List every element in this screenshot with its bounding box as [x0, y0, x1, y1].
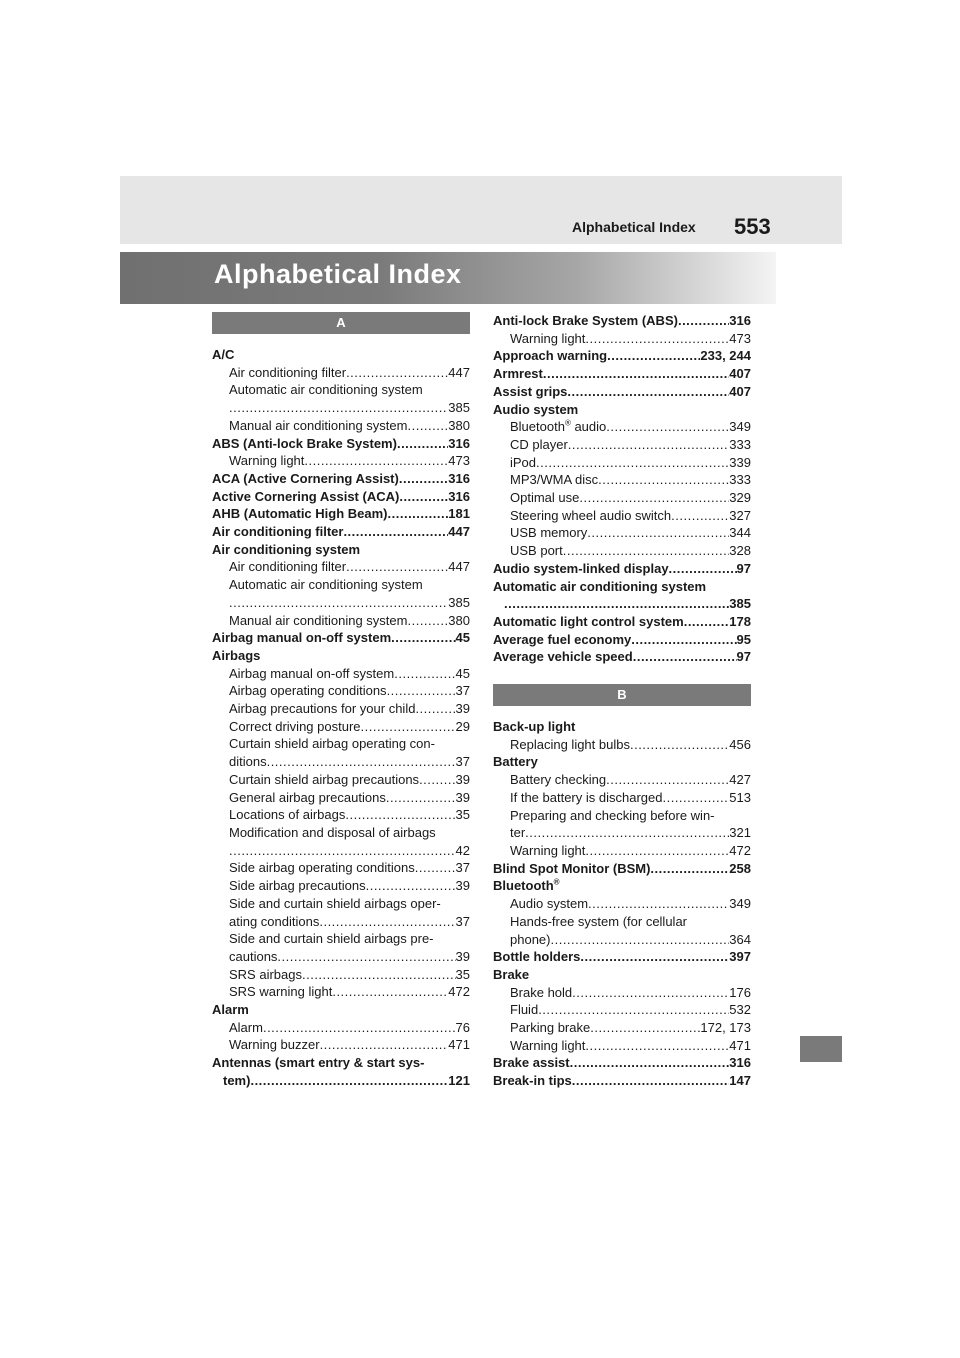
index-entry: Automatic air conditioning system	[493, 578, 707, 594]
entry-page: 447	[448, 364, 470, 380]
entry-page: 316	[729, 313, 751, 328]
entry-label-suffix: audio	[570, 419, 607, 435]
entry-page: 472	[448, 984, 470, 1000]
index-entry	[493, 454, 751, 472]
entry-label: Average fuel economy	[493, 631, 632, 647]
index-entry	[212, 558, 470, 576]
entry-label: Manual air conditioning system	[229, 417, 408, 433]
entry-page: 473	[448, 453, 470, 469]
index-entry	[493, 1019, 751, 1037]
entry-page: 39	[455, 701, 470, 717]
index-entry	[212, 718, 470, 736]
entry-label: Side airbag operating conditions	[229, 860, 415, 876]
entry-label: Active Cornering Assist (ACA)	[212, 488, 400, 504]
index-entry	[212, 665, 470, 683]
index-entry	[493, 1054, 751, 1072]
index-entry	[212, 859, 470, 877]
index-entry	[212, 682, 470, 700]
entry-page: 447	[448, 524, 470, 540]
index-entry: Side and curtain shield airbags oper-	[229, 895, 441, 911]
index-entry	[212, 1019, 470, 1037]
entry-page: 380	[448, 612, 470, 628]
index-entry	[493, 312, 751, 330]
entry-page: 397	[729, 949, 751, 965]
entry-label-text: Bluetooth	[510, 419, 565, 435]
index-entry: A/C	[212, 347, 235, 362]
index-entry	[212, 983, 470, 1001]
index-entry	[212, 966, 470, 984]
entry-page: 473	[729, 330, 751, 346]
index-entry	[212, 1036, 470, 1054]
entry-label: USB port	[510, 543, 563, 559]
entry-label: USB memory	[510, 525, 588, 541]
index-entry	[493, 613, 751, 631]
index-entry	[212, 399, 470, 417]
index-entry	[212, 488, 470, 506]
entry-page: 97	[736, 560, 751, 576]
entry-page: 321	[729, 825, 751, 841]
index-entry	[212, 417, 470, 435]
entry-label: Locations of airbags	[229, 807, 346, 823]
entry-page: 333	[729, 436, 751, 452]
entry-label: Optimal use	[510, 490, 580, 506]
entry-page: 37	[455, 683, 470, 699]
index-entry	[212, 842, 470, 860]
entry-page: 95	[736, 631, 751, 647]
index-entry	[493, 1001, 751, 1019]
index-entry	[493, 1037, 751, 1055]
entry-page: 39	[455, 948, 470, 964]
entry-label: ditions	[229, 754, 267, 770]
section-header-b: B	[493, 684, 751, 706]
registered-mark: ®	[553, 878, 560, 888]
index-entry	[493, 771, 751, 789]
entry-page: 456	[729, 736, 751, 752]
index-entry	[493, 860, 751, 878]
index-entry: Hands-free system (for cellular	[510, 913, 687, 929]
entry-label: Brake assist	[493, 1055, 570, 1071]
index-entry: Modification and disposal of airbags	[229, 824, 436, 840]
entry-label: cautions	[229, 948, 278, 964]
entry-label: General airbag precautions	[229, 789, 386, 805]
index-entry	[493, 842, 751, 860]
entry-label: iPod	[510, 454, 537, 470]
entry-label: Correct driving posture	[229, 718, 361, 734]
entry-label	[510, 418, 606, 436]
entry-page: 176	[729, 984, 751, 1000]
entry-page: 532	[729, 1002, 751, 1018]
entry-label: SRS airbags	[229, 966, 302, 982]
entry-label: MP3/WMA disc	[510, 472, 599, 488]
index-entry	[493, 489, 751, 507]
entry-label: Air conditioning filter	[229, 559, 347, 575]
index-entry	[212, 470, 470, 488]
entry-label: SRS warning light	[229, 984, 333, 1000]
entry-page: 339	[729, 454, 751, 470]
entry-page: 178	[729, 613, 751, 629]
page-number: 553	[734, 214, 771, 239]
entry-label: Warning light	[510, 842, 586, 858]
index-entry	[493, 383, 751, 401]
index-entry	[493, 877, 751, 895]
entry-label: Bottle holders	[493, 949, 581, 965]
entry-label: ABS (Anti-lock Brake System)	[212, 435, 397, 451]
entry-label: ACA (Active Cornering Assist)	[212, 470, 399, 486]
running-title: Alphabetical Index	[572, 219, 696, 235]
entry-page: 316	[448, 435, 470, 451]
entry-label: Airbag operating conditions	[229, 683, 387, 699]
index-entry	[493, 789, 751, 807]
index-entry	[212, 948, 470, 966]
index-column-left	[212, 312, 470, 1090]
entry-label: Warning light	[510, 330, 586, 346]
index-entry: Side and curtain shield airbags pre-	[229, 931, 434, 947]
entry-label: Manual air conditioning system	[229, 612, 408, 628]
entry-label: phone)	[510, 931, 551, 947]
entry-page: 447	[448, 559, 470, 575]
index-entry	[212, 913, 470, 931]
entry-label: Warning light	[510, 1037, 586, 1053]
entry-page: 147	[729, 1073, 751, 1089]
index-entry	[493, 931, 751, 949]
index-entry	[493, 436, 751, 454]
index-entry	[493, 542, 751, 560]
index-entry	[212, 806, 470, 824]
thumb-index-tab	[800, 1036, 842, 1062]
index-entry	[212, 505, 470, 523]
entry-label: Blind Spot Monitor (BSM)	[493, 860, 651, 876]
entry-label: Fluid	[510, 1002, 539, 1018]
entry-page: 35	[455, 807, 470, 823]
index-entry	[493, 471, 751, 489]
entry-label: Side airbag precautions	[229, 878, 366, 894]
entry-page: 35	[455, 966, 470, 982]
index-entry	[212, 594, 470, 612]
entry-label: Parking brake	[510, 1020, 591, 1036]
entry-label: Anti-lock Brake System (ABS)	[493, 313, 678, 328]
entry-page: 76	[455, 1019, 470, 1035]
entry-page: 327	[729, 507, 751, 523]
entry-page: 181	[448, 506, 470, 522]
page-title: Alphabetical Index	[214, 259, 462, 289]
entry-page: 172, 173	[700, 1020, 751, 1036]
index-entry	[493, 948, 751, 966]
index-entry	[493, 524, 751, 542]
entry-page: 385	[448, 594, 470, 610]
entry-label-text: Bluetooth	[493, 878, 554, 894]
entry-page: 333	[729, 472, 751, 488]
entry-label: Alarm	[229, 1019, 263, 1035]
entry-label: Airbag precautions for your child	[229, 701, 416, 717]
entry-label: Air conditioning filter	[212, 524, 344, 540]
entry-label: Airbag manual on-off system	[229, 665, 395, 681]
registered-mark: ®	[564, 418, 571, 428]
entry-page: 513	[729, 789, 751, 805]
entry-page: 344	[729, 525, 751, 541]
entry-label: Approach warning	[493, 348, 608, 364]
index-entry	[493, 347, 751, 365]
index-entry: Alarm	[212, 1002, 249, 1018]
index-entry	[212, 700, 470, 718]
entry-label: Warning buzzer	[229, 1037, 320, 1053]
index-entry: Air conditioning system	[212, 541, 361, 557]
index-entry	[212, 771, 470, 789]
entry-label: Airbag manual on-off system	[212, 630, 392, 646]
index-entry	[212, 452, 470, 470]
entry-label: Brake hold	[510, 984, 573, 1000]
index-entry	[493, 560, 751, 578]
index-entry	[493, 595, 751, 613]
entry-label: AHB (Automatic High Beam)	[212, 506, 388, 522]
index-entry	[212, 629, 470, 647]
entry-label: Assist grips	[493, 383, 568, 399]
entry-page: 37	[455, 913, 470, 929]
entry-label: Audio system-linked display	[493, 560, 669, 576]
entry-page: 472	[729, 842, 751, 858]
index-entry	[212, 1072, 470, 1090]
index-entry	[212, 435, 470, 453]
entry-page: 39	[455, 789, 470, 805]
entry-label: ter	[510, 825, 526, 841]
entry-page: 427	[729, 772, 751, 788]
entry-page: 233, 244	[700, 348, 751, 364]
entry-page: 385	[448, 400, 470, 416]
index-entry: Airbags	[212, 647, 261, 663]
index-entry: Brake	[493, 966, 530, 982]
entry-label: Break-in tips	[493, 1073, 572, 1089]
entry-page: 380	[448, 417, 470, 433]
index-entry: Automatic air conditioning system	[229, 577, 423, 593]
index-entry: Battery	[493, 754, 538, 770]
index-entry: Preparing and checking before win-	[510, 807, 715, 823]
index-entry	[493, 824, 751, 842]
index-entry	[493, 984, 751, 1002]
index-entry	[493, 1072, 751, 1090]
entry-page: 349	[729, 419, 751, 435]
entry-page: 328	[729, 543, 751, 559]
entry-label: Warning light	[229, 453, 305, 469]
entry-label: Air conditioning filter	[229, 364, 347, 380]
index-entry	[212, 753, 470, 771]
entry-page: 329	[729, 490, 751, 506]
index-entry	[493, 365, 751, 383]
entry-label: Automatic light control system	[493, 613, 684, 629]
entry-page: 316	[448, 488, 470, 504]
index-column-right	[493, 312, 751, 1090]
index-entry	[212, 877, 470, 895]
index-entry: Automatic air conditioning system	[229, 382, 423, 398]
index-entry	[212, 523, 470, 541]
entry-page: 385	[729, 596, 751, 612]
entry-label: Steering wheel audio switch	[510, 507, 672, 523]
entry-label: CD player	[510, 436, 568, 452]
entry-label: Armrest	[493, 366, 543, 382]
entry-page: 45	[455, 665, 470, 681]
entry-label: Audio system	[510, 896, 589, 912]
entry-page: 471	[448, 1037, 470, 1053]
entry-page: 349	[729, 896, 751, 912]
entry-page: 121	[448, 1072, 470, 1088]
entry-label: tem)	[223, 1072, 251, 1088]
index-entry	[493, 736, 751, 754]
entry-page: 39	[455, 771, 470, 787]
index-entry	[493, 330, 751, 348]
entry-page: 97	[736, 649, 751, 665]
index-entry	[493, 507, 751, 525]
entry-label: Battery checking	[510, 772, 607, 788]
entry-page: 407	[729, 366, 751, 382]
index-entry	[493, 418, 751, 436]
index-entry: Curtain shield airbag operating con-	[229, 736, 435, 752]
entry-page: 471	[729, 1037, 751, 1053]
entry-page: 39	[455, 878, 470, 894]
entry-label: Curtain shield airbag precautions	[229, 771, 420, 787]
index-entry	[212, 789, 470, 807]
entry-page: 364	[729, 931, 751, 947]
index-entry	[493, 895, 751, 913]
entry-page: 29	[455, 718, 470, 734]
index-entry	[212, 364, 470, 382]
index-entry	[212, 612, 470, 630]
entry-page: 37	[455, 754, 470, 770]
index-entry	[493, 631, 751, 649]
entry-page: 37	[455, 860, 470, 876]
entry-page: 316	[729, 1055, 751, 1071]
index-entry: Antennas (smart entry & start sys-	[212, 1055, 425, 1071]
entry-label: Replacing light bulbs	[510, 736, 630, 752]
entry-label: Average vehicle speed	[493, 649, 633, 665]
index-entry	[493, 648, 751, 666]
entry-page: 45	[455, 630, 470, 646]
entry-page: 258	[729, 860, 751, 876]
index-entry: Audio system	[493, 401, 579, 417]
entry-label: If the battery is discharged	[510, 789, 663, 805]
entry-page: 407	[729, 383, 751, 399]
index-entry: Back-up light	[493, 719, 576, 735]
entry-page: 316	[448, 470, 470, 486]
entry-page: 42	[455, 842, 470, 858]
entry-label: ating conditions	[229, 913, 320, 929]
section-header-a: A	[212, 312, 470, 334]
